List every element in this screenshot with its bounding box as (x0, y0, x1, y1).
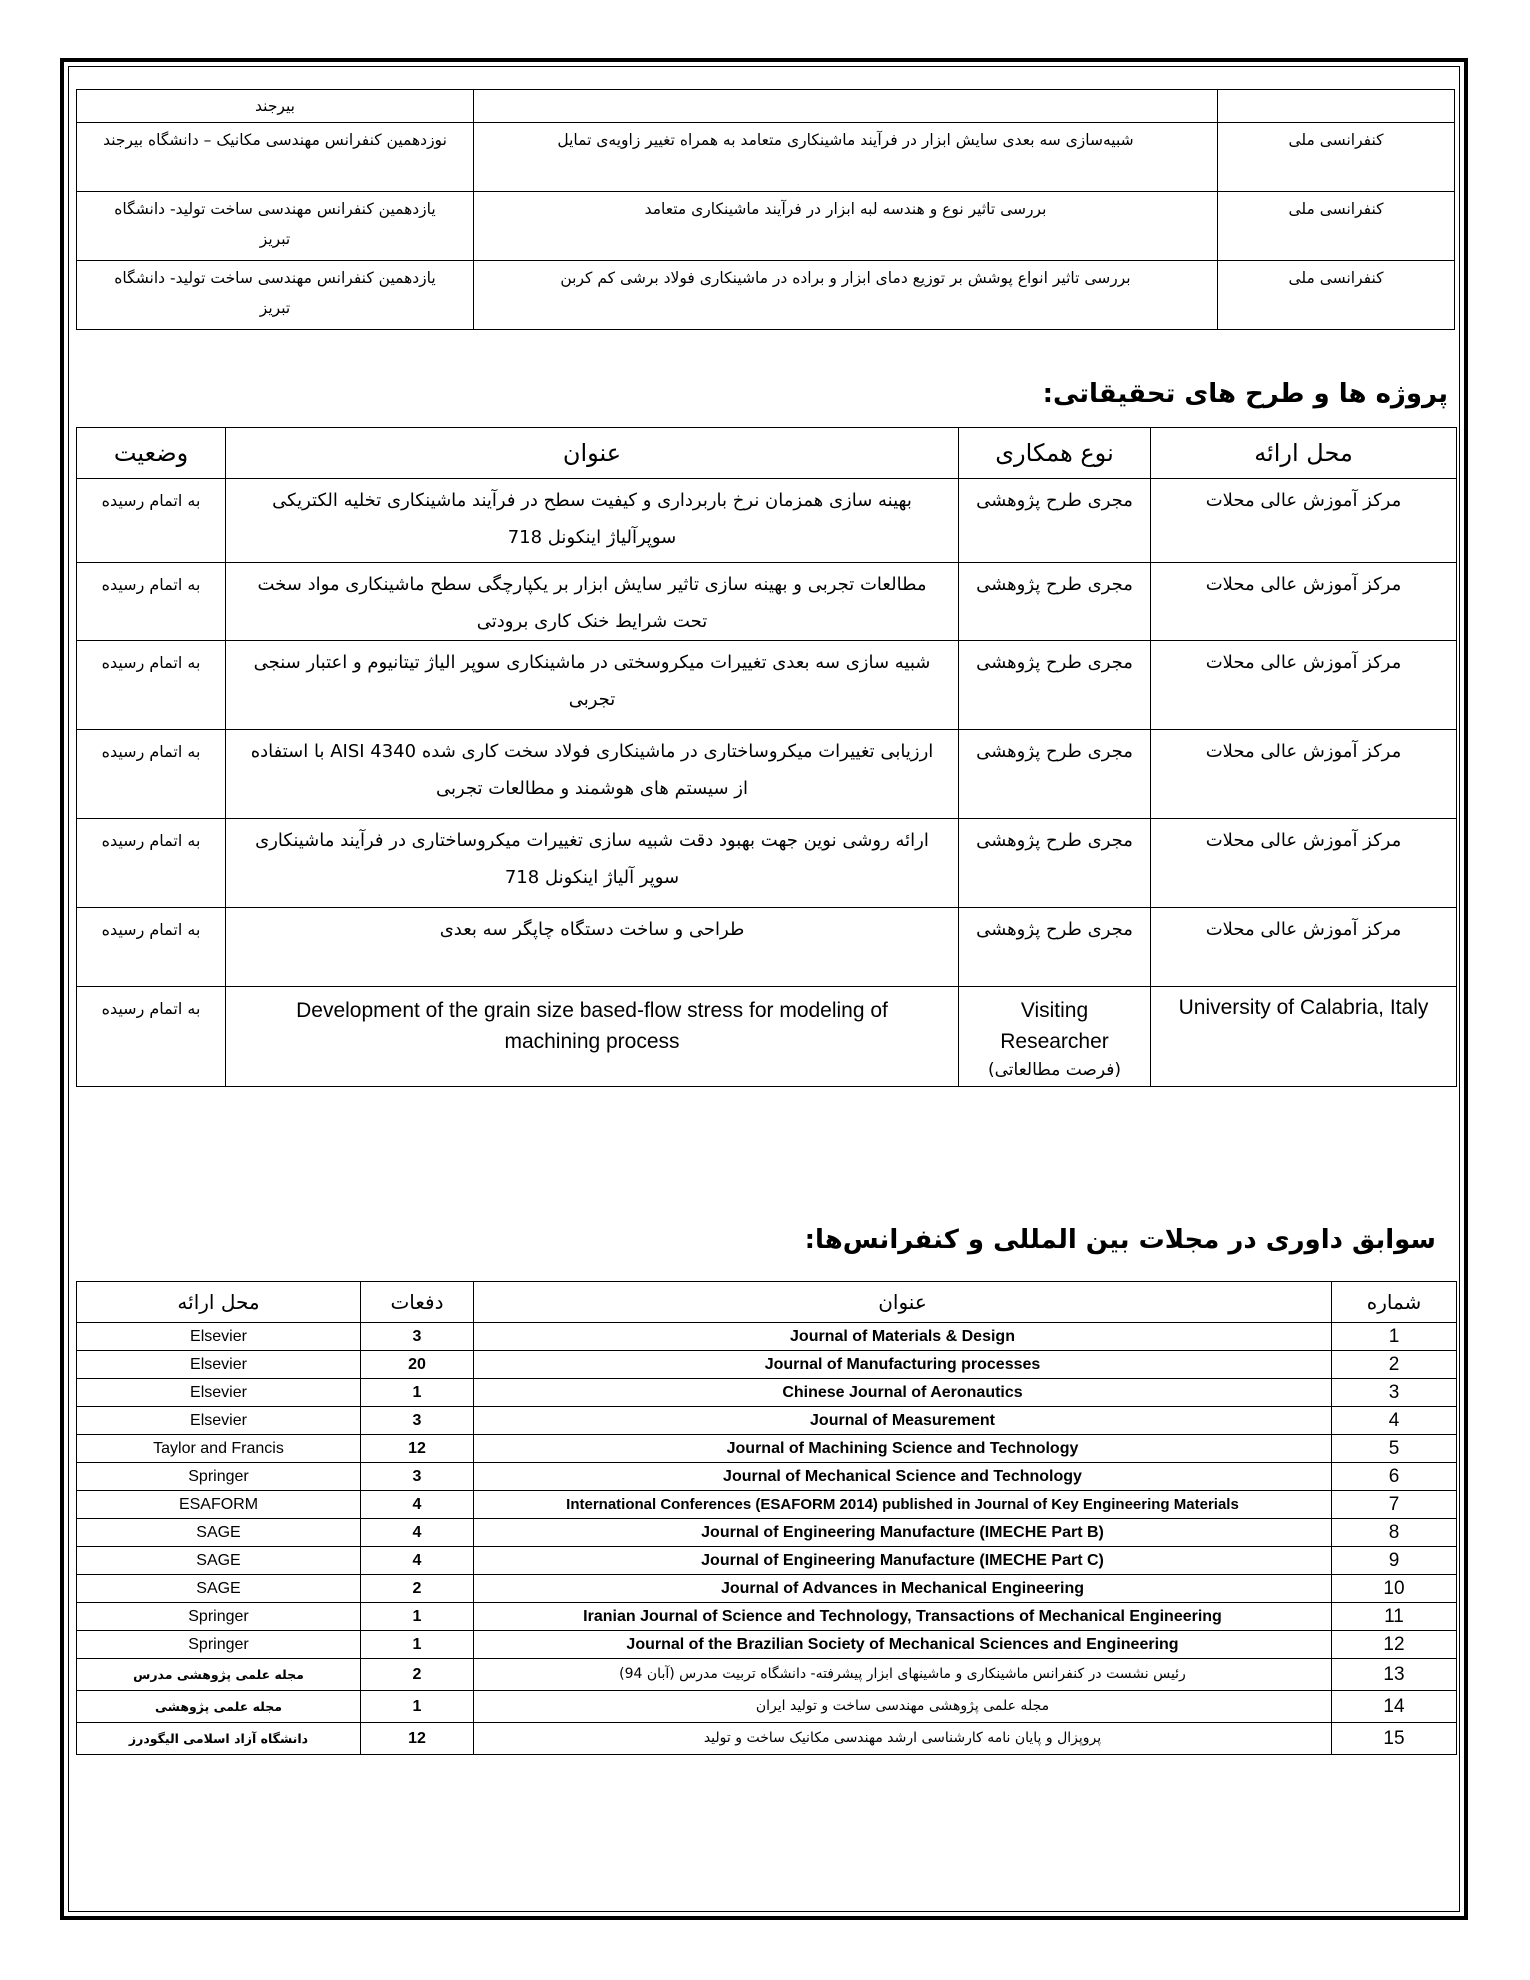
collab-label: Visiting Researcher (1000, 999, 1109, 1053)
count-cell: 3 (361, 1463, 474, 1491)
num-cell: 7 (1332, 1491, 1457, 1519)
status-cell: به اتمام رسیده (77, 908, 226, 987)
collab-cell: مجری طرح پژوهشی (959, 563, 1151, 641)
table-row (77, 1659, 1457, 1691)
title-cell: Journal of Materials & Design (474, 1323, 1332, 1351)
table-row (77, 479, 1457, 563)
place-cell: University of Calabria, Italy (1151, 987, 1457, 1087)
count-cell: 4 (361, 1491, 474, 1519)
count-cell: 4 (361, 1547, 474, 1575)
publisher-cell: SAGE (77, 1575, 361, 1603)
publisher-cell: Springer (77, 1603, 361, 1631)
publisher-cell: Elsevier (77, 1379, 361, 1407)
status-cell: به اتمام رسیده (77, 987, 226, 1087)
projects-table (76, 427, 1457, 1087)
header-publisher: محل ارائه (77, 1282, 361, 1323)
table-row (77, 908, 1457, 987)
status-cell: به اتمام رسیده (77, 563, 226, 641)
table-row (77, 1463, 1457, 1491)
table-row (77, 1351, 1457, 1379)
table-row (77, 123, 1455, 192)
reviews-table (76, 1281, 1457, 1755)
num-cell: 13 (1332, 1659, 1457, 1691)
collab-cell: مجری طرح پژوهشی (959, 908, 1151, 987)
table-row (77, 641, 1457, 730)
table-row (77, 90, 1455, 123)
num-cell: 8 (1332, 1519, 1457, 1547)
collab-cell: مجری طرح پژوهشی (959, 730, 1151, 819)
count-cell: 12 (361, 1723, 474, 1755)
header-num: شماره (1332, 1282, 1457, 1323)
table-row (77, 1491, 1457, 1519)
table-header-row (77, 428, 1457, 479)
publisher-cell: مجله علمی پژوهشی (77, 1691, 361, 1723)
title-cell: بررسی تاثیر انواع پوشش بر توزیع دمای ابزار و براده در ماشینکاری فولاد برشی کم کربن (474, 261, 1218, 330)
table-header-row (77, 1282, 1457, 1323)
title-cell (474, 90, 1218, 123)
publisher-cell: SAGE (77, 1519, 361, 1547)
table-row (77, 1723, 1457, 1755)
num-cell: 11 (1332, 1603, 1457, 1631)
count-cell: 4 (361, 1519, 474, 1547)
title-cell: رئیس نشست در کنفرانس ماشینکاری و ماشینهای ابزار پیشرفته- دانشگاه تربیت مدرس (آبان 94) (474, 1659, 1332, 1691)
num-cell: 14 (1332, 1691, 1457, 1723)
place-cell: مرکز آموزش عالی محلات (1151, 908, 1457, 987)
status-cell: به اتمام رسیده (77, 819, 226, 908)
place-cell: مرکز آموزش عالی محلات (1151, 641, 1457, 730)
title-cell: شبیه سازی سه بعدی تغییرات میکروسختی در ماشینکاری سوپر الیاژ تیتانیوم و اعتبار سنجی تجربی (226, 641, 959, 730)
title-cell: Journal of the Brazilian Society of Mechanical Sciences and Engineering (474, 1631, 1332, 1659)
publisher-cell: Springer (77, 1463, 361, 1491)
title-cell: Journal of Machining Science and Technology (474, 1435, 1332, 1463)
publisher-cell: Elsevier (77, 1323, 361, 1351)
status-cell: به اتمام رسیده (77, 641, 226, 730)
publisher-cell: Springer (77, 1631, 361, 1659)
venue-cell: یازدهمین کنفرانس مهندسی ساخت تولید- دانشگاه تبریز (77, 261, 474, 330)
publisher-cell: دانشگاه آزاد اسلامی الیگودرز (77, 1723, 361, 1755)
publisher-cell: Taylor and Francis (77, 1435, 361, 1463)
count-cell: 3 (361, 1407, 474, 1435)
table-row (77, 563, 1457, 641)
title-cell: Journal of Measurement (474, 1407, 1332, 1435)
count-cell: 20 (361, 1351, 474, 1379)
header-title: عنوان (226, 428, 959, 479)
table-row (77, 1519, 1457, 1547)
num-cell: 5 (1332, 1435, 1457, 1463)
title-cell: مجله علمی پژوهشی مهندسی ساخت و تولید ایران (474, 1691, 1332, 1723)
place-cell: مرکز آموزش عالی محلات (1151, 730, 1457, 819)
title-cell: شبیه‌سازی سه بعدی سایش ابزار در فرآیند ماشینکاری متعامد به همراه تغییر زاویه‌ی تمایل (474, 123, 1218, 192)
table-row (77, 1575, 1457, 1603)
publisher-cell: SAGE (77, 1547, 361, 1575)
title-cell: Journal of Mechanical Science and Technology (474, 1463, 1332, 1491)
count-cell: 12 (361, 1435, 474, 1463)
header-collab: نوع همکاری (959, 428, 1151, 479)
type-cell: کنفرانسی ملی (1218, 192, 1455, 261)
collab-cell (959, 987, 1151, 1087)
publisher-cell: Elsevier (77, 1351, 361, 1379)
count-cell: 2 (361, 1659, 474, 1691)
count-cell: 1 (361, 1603, 474, 1631)
table-row (77, 730, 1457, 819)
title-cell: طراحی و ساخت دستگاه چاپگر سه بعدی (226, 908, 959, 987)
title-cell: مطالعات تجربی و بهینه سازی تاثیر سایش ابزار بر یکپارچگی سطح ماشینکاری مواد سخت تحت شرایط خنک کاری برودتی (226, 563, 959, 641)
title-cell: Chinese Journal of Aeronautics (474, 1379, 1332, 1407)
title-cell: Iranian Journal of Science and Technology, Transactions of Mechanical Engineering (474, 1603, 1332, 1631)
header-status: وضعیت (77, 428, 226, 479)
table-row (77, 1631, 1457, 1659)
place-cell: مرکز آموزش عالی محلات (1151, 819, 1457, 908)
title-cell: بررسی تاثیر نوع و هندسه لبه ابزار در فرآیند ماشینکاری متعامد (474, 192, 1218, 261)
num-cell: 3 (1332, 1379, 1457, 1407)
publisher-cell: Elsevier (77, 1407, 361, 1435)
table-row (77, 987, 1457, 1087)
title-cell: Journal of Advances in Mechanical Engineering (474, 1575, 1332, 1603)
type-cell (1218, 90, 1455, 123)
table-row (77, 192, 1455, 261)
header-title: عنوان (474, 1282, 1332, 1323)
count-cell: 3 (361, 1323, 474, 1351)
venue-cell: یازدهمین کنفرانس مهندسی ساخت تولید- دانشگاه تبریز (77, 192, 474, 261)
header-place: محل ارائه (1151, 428, 1457, 479)
num-cell: 4 (1332, 1407, 1457, 1435)
count-cell: 1 (361, 1691, 474, 1723)
venue-cell: نوزدهمین کنفرانس مهندسی مکانیک – دانشگاه بیرجند (77, 123, 474, 192)
venue-cell: بیرجند (77, 90, 474, 123)
table-row (77, 1407, 1457, 1435)
publisher-cell: مجله علمی پژوهشی مدرس (77, 1659, 361, 1691)
title-cell: ارائه روشی نوین جهت بهبود دقت شبیه سازی تغییرات میکروساختاری در فرآیند ماشینکاری سوپر آلیاژ اینکونل 718 (226, 819, 959, 908)
table-row (77, 261, 1455, 330)
projects-heading: پروژه ها و طرح های تحقیقاتی: (1042, 379, 1448, 409)
count-cell: 2 (361, 1575, 474, 1603)
table-row (77, 1323, 1457, 1351)
title-cell: Journal of Engineering Manufacture (IMECHE Part B) (474, 1519, 1332, 1547)
collab-note: (فرصت مطالعاتی) (988, 1060, 1121, 1080)
title-cell: International Conferences (ESAFORM 2014) published in Journal of Key Engineering Materials (474, 1491, 1332, 1519)
title-cell: Development of the grain size based-flow stress for modeling of machining process (226, 987, 959, 1087)
type-cell: کنفرانسی ملی (1218, 123, 1455, 192)
conference-table (76, 89, 1455, 330)
table-row (77, 1603, 1457, 1631)
num-cell: 10 (1332, 1575, 1457, 1603)
title-cell: Journal of Engineering Manufacture (IMECHE Part C) (474, 1547, 1332, 1575)
publisher-cell: ESAFORM (77, 1491, 361, 1519)
header-count: دفعات (361, 1282, 474, 1323)
num-cell: 9 (1332, 1547, 1457, 1575)
collab-cell: مجری طرح پژوهشی (959, 641, 1151, 730)
title-cell: ارزیابی تغییرات میکروساختاری در ماشینکاری فولاد سخت کاری شده AISI 4340 با استفاده از سیستم های هوشمند و مطالعات تجربی (226, 730, 959, 819)
count-cell: 1 (361, 1631, 474, 1659)
title-cell: پروپزال و پایان نامه کارشناسی ارشد مهندسی مکانیک ساخت و تولید (474, 1723, 1332, 1755)
title-cell: بهینه سازی همزمان نرخ باربرداری و کیفیت سطح در فرآیند ماشینکاری تخلیه الکتریکی سوپرآلیاژ اینکونل 718 (226, 479, 959, 563)
table-row (77, 1435, 1457, 1463)
table-row (77, 1691, 1457, 1723)
num-cell: 6 (1332, 1463, 1457, 1491)
type-cell: کنفرانسی ملی (1218, 261, 1455, 330)
table-row (77, 819, 1457, 908)
reviews-heading: سوابق داوری در مجلات بین المللی و کنفرانس‌ها: (804, 1225, 1436, 1255)
num-cell: 12 (1332, 1631, 1457, 1659)
count-cell: 1 (361, 1379, 474, 1407)
table-row (77, 1379, 1457, 1407)
num-cell: 1 (1332, 1323, 1457, 1351)
collab-cell: مجری طرح پژوهشی (959, 479, 1151, 563)
place-cell: مرکز آموزش عالی محلات (1151, 563, 1457, 641)
title-cell: Journal of Manufacturing processes (474, 1351, 1332, 1379)
status-cell: به اتمام رسیده (77, 479, 226, 563)
num-cell: 15 (1332, 1723, 1457, 1755)
collab-cell: مجری طرح پژوهشی (959, 819, 1151, 908)
num-cell: 2 (1332, 1351, 1457, 1379)
table-row (77, 1547, 1457, 1575)
place-cell: مرکز آموزش عالی محلات (1151, 479, 1457, 563)
status-cell: به اتمام رسیده (77, 730, 226, 819)
